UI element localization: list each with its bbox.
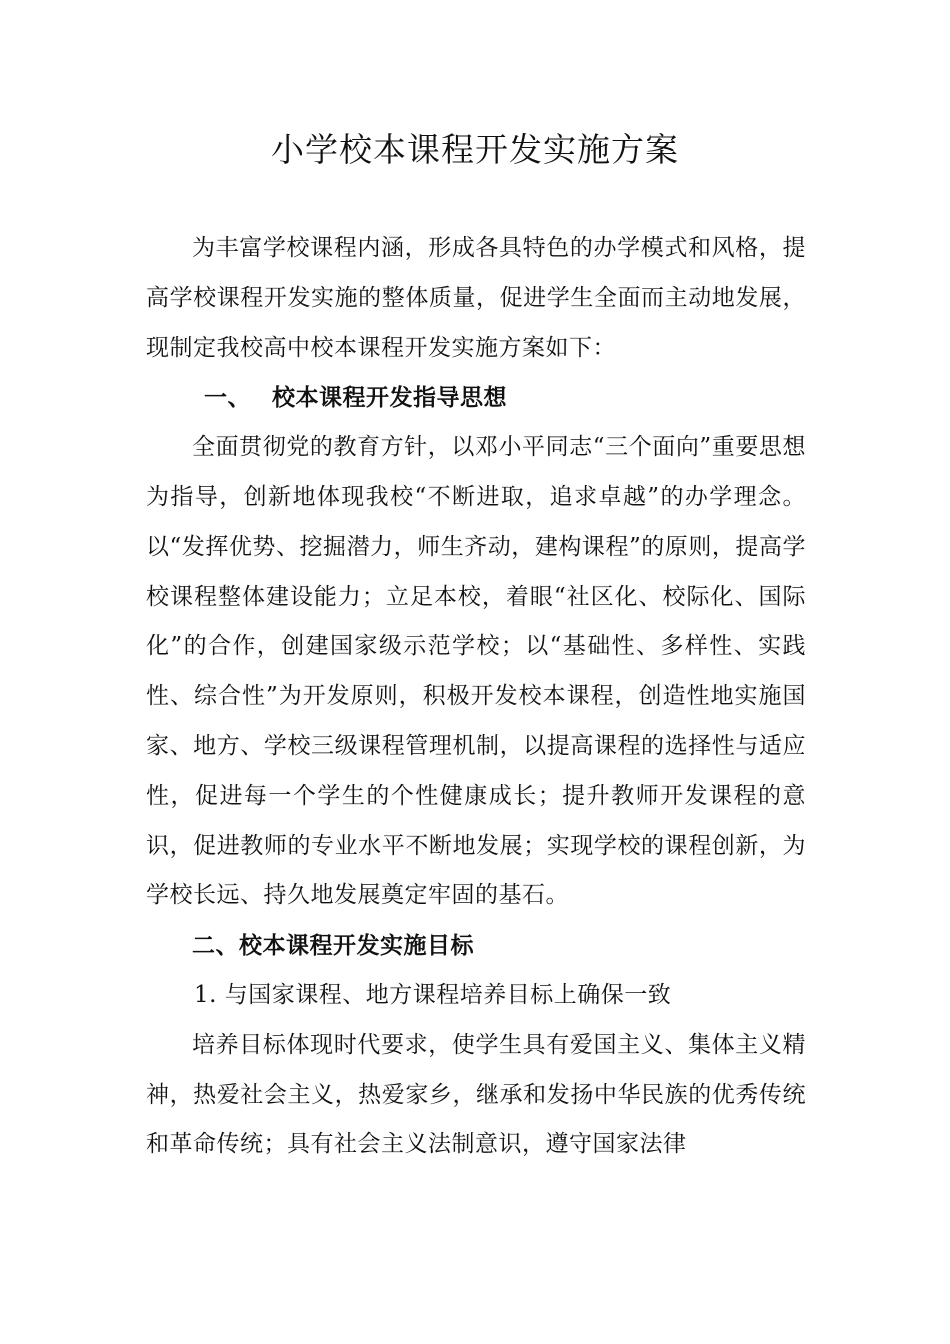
section-1-title: 校本课程开发指导思想	[272, 384, 507, 412]
section-1-heading	[146, 373, 806, 423]
section-2-paragraph: 培养目标体现时代要求，使学生具有爱国主义、集体主义精神，热爱社会主义，热爱家乡，继承和发扬中华民族的优秀传统和革命传统；具有社会主义法制意识，遵守国家法律	[146, 1031, 806, 1158]
intro-paragraph: 为丰富学校课程内涵，形成各具特色的办学模式和风格，提高学校课程开发实施的整体质量，促进学生全面而主动地发展，现制定我校高中校本课程开发实施方案如下：	[146, 235, 806, 361]
section-2-subheading-1: 1. 与国家课程、地方课程培养目标上确保一致	[194, 981, 672, 1008]
section-2-heading: 二、校本课程开发实施目标	[192, 932, 474, 960]
section-1-number: 一、	[204, 384, 251, 412]
section-1-paragraph: 全面贯彻党的教育方针，以邓小平同志“三个面向”重要思想为指导，创新地体现我校“不断进取，追求卓越”的办学理念。以“发挥优势、挖掘潜力，师生齐动，建构课程”的原则，提高学校课程整体建设能力；立足本校，着眼“社区化、校际化、国际化”的合作，创建国家级示范学校；以“基础性、多样性、实践性、综合性”为开发原则，积极开发校本课程，创造性地实施国家、地方、学校三级课程管理机制，以提高课程的选择性与适应性，促进每一个学生的个性健康成长；提升教师开发课程的意识，促进教师的专业水平不断地发展；实现学校的课程创新，为学校长远、持久地发展奠定牢固的基石。	[146, 434, 806, 909]
document-title: 小学校本课程开发实施方案	[271, 130, 679, 169]
document-body	[146, 224, 806, 1170]
